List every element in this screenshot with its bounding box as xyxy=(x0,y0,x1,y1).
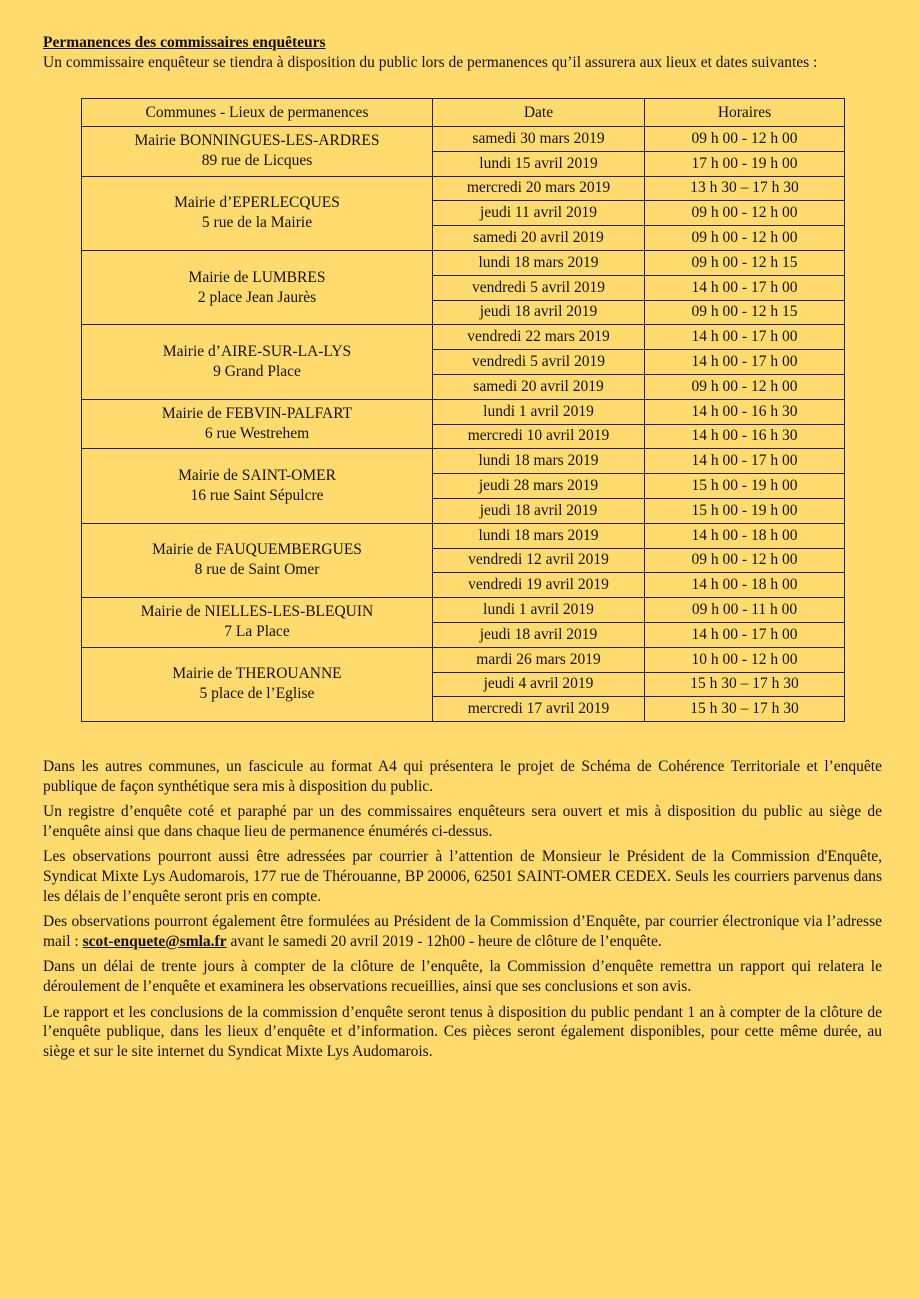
location-cell xyxy=(82,127,433,177)
paragraph-fascicule: Dans les autres communes, un fascicule au format A4 qui présentera le projet de Schéma de Cohérence Territoriale et l’enquête publique de façon synthétique sera mis à disposition du public. xyxy=(43,758,882,795)
location-name: Mairie de FAUQUEMBERGUES xyxy=(152,541,362,559)
email-text-before: Des observations pourront également être formulées au Président de la Commission d’Enquête, par courrier électronique via l’adresse mail : xyxy=(43,913,882,950)
time-cell: 14 h 00 - 17 h 00 xyxy=(645,449,845,474)
location-cell xyxy=(82,598,433,648)
time-cell: 14 h 00 - 17 h 00 xyxy=(645,275,845,300)
location-name: Mairie de THEROUANNE xyxy=(172,665,342,683)
date-cell: mercredi 20 mars 2019 xyxy=(433,176,645,201)
paragraph-email xyxy=(43,912,882,951)
time-cell: 14 h 00 - 17 h 00 xyxy=(645,350,845,375)
date-cell: jeudi 11 avril 2019 xyxy=(433,201,645,226)
time-cell: 14 h 00 - 18 h 00 xyxy=(645,573,845,598)
time-cell: 09 h 00 - 12 h 00 xyxy=(645,226,845,251)
time-cell: 15 h 30 – 17 h 30 xyxy=(645,672,845,697)
time-cell: 14 h 00 - 17 h 00 xyxy=(645,622,845,647)
table-header-row xyxy=(82,99,845,127)
time-cell: 09 h 00 - 12 h 15 xyxy=(645,250,845,275)
date-cell: vendredi 19 avril 2019 xyxy=(433,573,645,598)
location-cell xyxy=(82,325,433,399)
paragraph-disponibilite: Le rapport et les conclusions de la commission d’enquête seront tenus à disposition du public pendant 1 an à compter de la clôture de l’enquête publique, dans les lieux d’enquête et d’information. Ces pièces seront également disponibles, pour cette même durée, au siège et sur le site internet du Syndicat Mixte Lys Audomarois. xyxy=(43,1003,882,1060)
date-cell: mercredi 17 avril 2019 xyxy=(433,697,645,722)
time-cell: 15 h 30 – 17 h 30 xyxy=(645,697,845,722)
date-cell: jeudi 18 avril 2019 xyxy=(433,622,645,647)
time-cell: 14 h 00 - 16 h 30 xyxy=(645,399,845,424)
time-cell: 14 h 00 - 18 h 00 xyxy=(645,523,845,548)
header-communes: Communes - Lieux de permanences xyxy=(82,99,433,127)
location-address: 5 place de l’Eglise xyxy=(199,685,315,703)
email-link[interactable]: scot-enquete@smla.fr xyxy=(82,932,227,950)
table-row xyxy=(82,647,845,672)
date-cell: samedi 20 avril 2019 xyxy=(433,226,645,251)
time-cell: 15 h 00 - 19 h 00 xyxy=(645,474,845,499)
date-cell: lundi 15 avril 2019 xyxy=(433,151,645,176)
location-address: 89 rue de Licques xyxy=(201,152,313,170)
location-cell xyxy=(82,176,433,250)
time-cell: 10 h 00 - 12 h 00 xyxy=(645,647,845,672)
location-name: Mairie de NIELLES-LES-BLEQUIN xyxy=(140,603,374,621)
paragraph-rapport: Dans un délai de trente jours à compter de la clôture de l’enquête, la Commission d’enquête remettra un rapport qui relatera le déroulement de l’enquête et examinera les observations recueillies, ainsi que ses conclusions et son avis. xyxy=(43,958,882,995)
body-text xyxy=(43,757,882,1067)
table-row xyxy=(82,127,845,152)
permanences-table xyxy=(81,98,845,722)
time-cell: 09 h 00 - 12 h 00 xyxy=(645,374,845,399)
date-cell: lundi 18 mars 2019 xyxy=(433,250,645,275)
date-cell: jeudi 18 avril 2019 xyxy=(433,498,645,523)
time-cell: 14 h 00 - 17 h 00 xyxy=(645,325,845,350)
table-row xyxy=(82,598,845,623)
location-name: Mairie de FEBVIN-PALFART xyxy=(161,405,353,423)
time-cell: 09 h 00 - 12 h 00 xyxy=(645,201,845,226)
date-cell: jeudi 28 mars 2019 xyxy=(433,474,645,499)
time-cell: 09 h 00 - 12 h 15 xyxy=(645,300,845,325)
date-cell: vendredi 5 avril 2019 xyxy=(433,275,645,300)
date-cell: mardi 26 mars 2019 xyxy=(433,647,645,672)
location-address: 6 rue Westrehem xyxy=(204,425,310,443)
section-heading: Permanences des commissaires enquêteurs xyxy=(43,34,326,51)
location-cell xyxy=(82,523,433,597)
time-cell: 09 h 00 - 12 h 00 xyxy=(645,127,845,152)
date-cell: mercredi 10 avril 2019 xyxy=(433,424,645,449)
date-cell: samedi 30 mars 2019 xyxy=(433,127,645,152)
time-cell: 17 h 00 - 19 h 00 xyxy=(645,151,845,176)
location-address: 16 rue Saint Sépulcre xyxy=(190,487,324,505)
date-cell: vendredi 5 avril 2019 xyxy=(433,350,645,375)
time-cell: 15 h 00 - 19 h 00 xyxy=(645,498,845,523)
email-text-after: avant le samedi 20 avril 2019 - 12h00 - heure de clôture de l’enquête. xyxy=(226,932,662,950)
paragraph-courrier: Les observations pourront aussi être adressées par courrier à l’attention de Monsieur le Président de la Commission d'Enquête, Syndicat Mixte Lys Audomarois, 177 rue de Thérouanne, BP 20006, 62501 SAINT-OMER CEDEX. Seuls les courriers parvenus dans les délais de l’enquête seront pris en compte. xyxy=(43,848,882,905)
table-row xyxy=(82,523,845,548)
date-cell: lundi 18 mars 2019 xyxy=(433,449,645,474)
intro-paragraph: Un commissaire enquêteur se tiendra à disposition du public lors de permanences qu’il assurera aux lieux et dates suivantes : xyxy=(43,54,818,71)
table-body xyxy=(82,127,845,722)
location-address: 8 rue de Saint Omer xyxy=(194,561,320,579)
location-address: 9 Grand Place xyxy=(213,363,301,381)
location-name: Mairie de SAINT-OMER xyxy=(178,467,336,485)
paragraph-registre: Un registre d’enquête coté et paraphé par un des commissaires enquêteurs sera ouvert et mis à disposition du public au siège de l’enquête ainsi que dans chaque lieu de permanence énumérés ci-dessus. xyxy=(43,803,882,840)
table-row xyxy=(82,325,845,350)
date-cell: vendredi 22 mars 2019 xyxy=(433,325,645,350)
table-row xyxy=(82,449,845,474)
location-name: Mairie d’EPERLECQUES xyxy=(174,194,340,212)
location-address: 7 La Place xyxy=(224,623,290,641)
table-row xyxy=(82,250,845,275)
time-cell: 09 h 00 - 11 h 00 xyxy=(645,598,845,623)
date-cell: jeudi 18 avril 2019 xyxy=(433,300,645,325)
location-address: 2 place Jean Jaurès xyxy=(197,288,317,306)
time-cell: 09 h 00 - 12 h 00 xyxy=(645,548,845,573)
location-address: 5 rue de la Mairie xyxy=(201,214,313,232)
location-cell xyxy=(82,647,433,721)
date-cell: jeudi 4 avril 2019 xyxy=(433,672,645,697)
location-name: Mairie de LUMBRES xyxy=(188,268,326,286)
date-cell: lundi 1 avril 2019 xyxy=(433,399,645,424)
location-cell xyxy=(82,399,433,449)
location-cell xyxy=(82,250,433,324)
date-cell: vendredi 12 avril 2019 xyxy=(433,548,645,573)
date-cell: lundi 1 avril 2019 xyxy=(433,598,645,623)
header-horaires: Horaires xyxy=(645,99,845,127)
date-cell: samedi 20 avril 2019 xyxy=(433,374,645,399)
header-date: Date xyxy=(433,99,645,127)
time-cell: 14 h 00 - 16 h 30 xyxy=(645,424,845,449)
table-row xyxy=(82,399,845,424)
location-cell xyxy=(82,449,433,523)
table-row xyxy=(82,176,845,201)
date-cell: lundi 18 mars 2019 xyxy=(433,523,645,548)
location-name: Mairie BONNINGUES-LES-ARDRES xyxy=(134,132,380,150)
time-cell: 13 h 30 – 17 h 30 xyxy=(645,176,845,201)
location-name: Mairie d’AIRE-SUR-LA-LYS xyxy=(162,343,352,361)
